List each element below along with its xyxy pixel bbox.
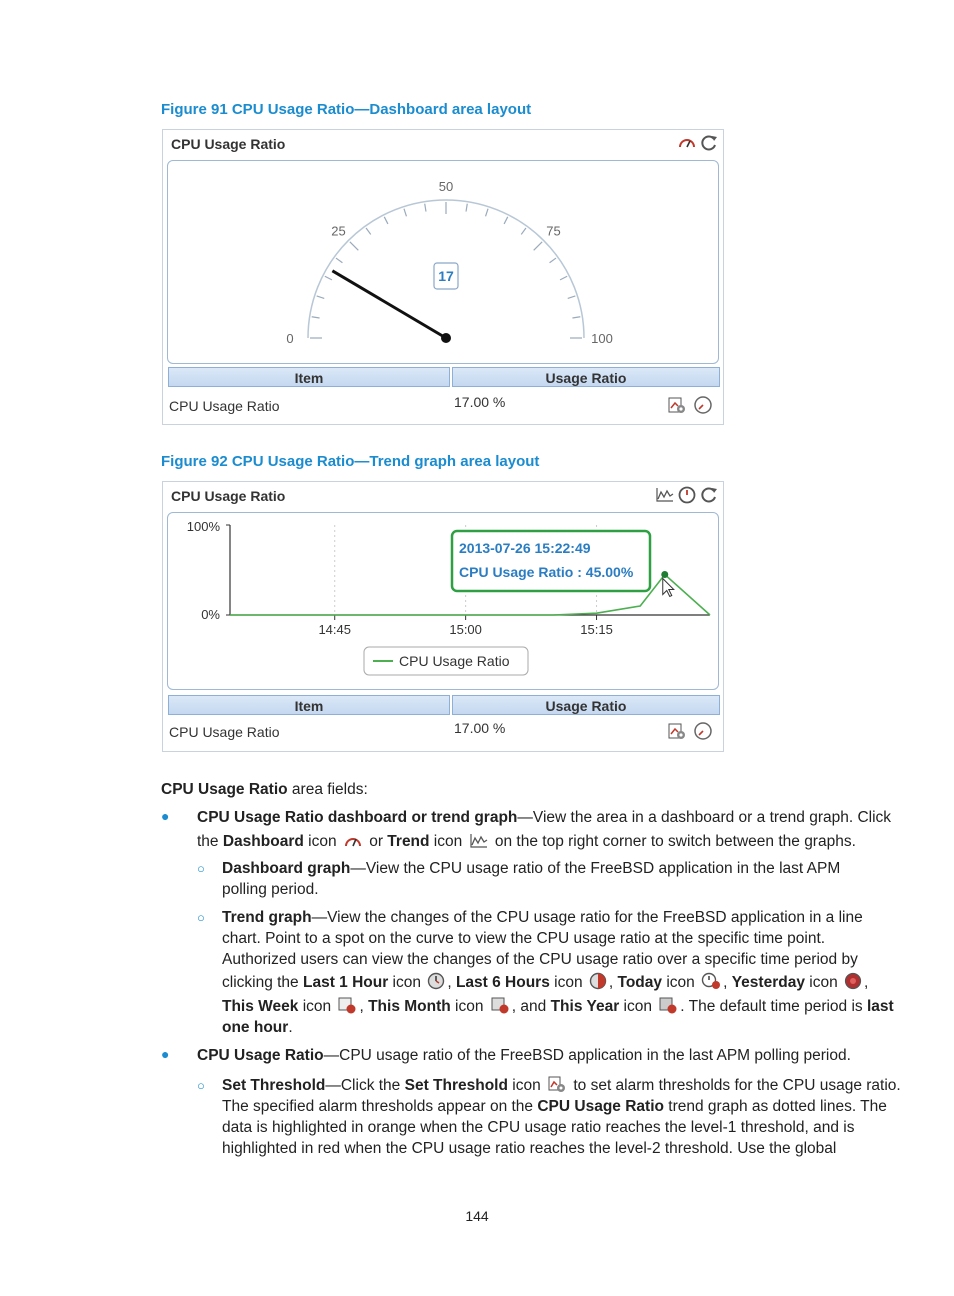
bullet-1-line-1: CPU Usage Ratio dashboard or trend graph—View the area in a dashboard or a trend graph. Click <box>197 809 892 826</box>
x-tick-label: 15:00 <box>449 622 482 637</box>
gauge-tick <box>317 296 325 298</box>
x-tick-label: 14:45 <box>318 622 352 637</box>
gauge-tick <box>425 204 426 212</box>
sub-3-line-3: data is highlighted in orange when the CPU usage ratio reaches the level-1 threshold, and is <box>222 1119 855 1136</box>
gauge-tick-label: 25 <box>331 223 346 239</box>
gauge-tick <box>550 258 556 263</box>
trend-icon <box>469 833 489 849</box>
sub-3-line-2: The specified alarm thresholds appear on the CPU Usage Ratio trend graph as dotted lines. The <box>222 1098 887 1115</box>
row-ratio: 17.00 % <box>454 394 506 410</box>
row-actions <box>667 721 713 746</box>
set-threshold-icon[interactable] <box>667 395 687 420</box>
panel-toolbar <box>655 486 719 504</box>
gauge-value-label: 17 <box>438 268 454 284</box>
trend-icon[interactable] <box>655 486 675 504</box>
figure-92-caption: Figure 92 CPU Usage Ratio—Trend graph area layout <box>161 453 540 470</box>
row-actions <box>667 395 713 420</box>
gauge-tick <box>404 209 406 217</box>
trend-chart <box>168 513 718 689</box>
trend-panel <box>162 481 724 752</box>
tooltip-value: CPU Usage Ratio : 45.00% <box>459 564 634 580</box>
legend-label: CPU Usage Ratio <box>399 653 510 669</box>
column-header-usage-ratio: Usage Ratio <box>452 367 720 387</box>
last-6-hours-icon <box>589 972 607 990</box>
sub-2-line-1: Trend graph—View the changes of the CPU usage ratio for the FreeBSD application in a line <box>222 909 863 926</box>
set-threshold-icon[interactable] <box>667 721 687 746</box>
gauge-tick <box>336 258 342 263</box>
bullet-dot: ● <box>161 1046 170 1062</box>
gauge-tick-label: 75 <box>546 223 561 239</box>
gauge-tick <box>568 296 576 298</box>
row-item: CPU Usage Ratio <box>169 724 280 740</box>
sub-bullet: ○ <box>197 910 205 925</box>
sub-1-line-2: polling period. <box>222 881 319 898</box>
gauge-needle <box>332 271 446 338</box>
sub-bullet: ○ <box>197 861 205 876</box>
set-threshold-icon <box>547 1075 567 1093</box>
figure-91-caption: Figure 91 CPU Usage Ratio—Dashboard area layout <box>161 101 532 118</box>
gauge-tick <box>350 242 358 250</box>
sub-bullet: ○ <box>197 1078 205 1093</box>
sub-2-line-3: Authorized users can view the changes of the CPU usage ratio over a specific time period by <box>222 951 858 968</box>
yesterday-icon <box>844 972 862 990</box>
gauge-tick-label: 100 <box>591 331 613 346</box>
page-number: 144 <box>465 1208 489 1224</box>
time-period-icon[interactable] <box>677 486 697 504</box>
bullet-dot: ● <box>161 808 170 824</box>
trend-area <box>167 512 719 690</box>
dashboard-icon <box>343 833 363 849</box>
gauge-area <box>167 160 719 364</box>
y-tick-label: 100% <box>186 519 220 534</box>
row-ratio: 17.00 % <box>454 720 506 736</box>
gauge-chart <box>168 161 718 363</box>
column-header-item: Item <box>168 695 450 715</box>
gauge-tick <box>486 209 488 217</box>
column-header-usage-ratio: Usage Ratio <box>452 695 720 715</box>
last-1-hour-icon <box>427 972 445 990</box>
sub-2-line-5: This Week icon , This Month icon , and This Year icon . The default time period is last <box>222 998 894 1015</box>
gauge-tick <box>384 217 388 224</box>
sub-3-line-1: Set Threshold—Click the Set Threshold icon to set alarm thresholds for the CPU usage ratio. <box>222 1077 901 1094</box>
this-month-icon <box>490 996 510 1014</box>
history-icon[interactable] <box>693 395 713 420</box>
sub-2-line-2: chart. Point to a spot on the curve to view the CPU usage ratio at the specific time point. <box>222 930 826 947</box>
hover-point <box>661 571 668 578</box>
panel-toolbar <box>677 134 719 152</box>
sub-2-line-4: clicking the Last 1 Hour icon , Last 6 Hours icon , Today icon , Yesterday icon , <box>222 974 869 991</box>
gauge-tick <box>534 242 542 250</box>
sub-3-line-4: highlighted in red when the CPU usage ratio reaches the level-2 threshold. Use the global <box>222 1140 837 1157</box>
dashboard-panel <box>162 129 724 425</box>
bullet-2-line-1: CPU Usage Ratio—CPU usage ratio of the FreeBSD application in the last APM polling period. <box>197 1047 851 1064</box>
gauge-tick <box>325 276 332 280</box>
x-tick-label: 15:15 <box>580 622 613 637</box>
refresh-icon[interactable] <box>699 486 719 504</box>
intro-line: CPU Usage Ratio area fields: <box>161 781 368 798</box>
gauge-tick <box>521 228 526 234</box>
sub-2-line-6: one hour. <box>222 1019 293 1036</box>
row-item: CPU Usage Ratio <box>169 398 280 414</box>
panel-title: CPU Usage Ratio <box>171 488 286 504</box>
sub-1-line-1: Dashboard graph—View the CPU usage ratio of the FreeBSD application in the last APM <box>222 860 841 877</box>
tooltip-time: 2013-07-26 15:22:49 <box>459 540 591 556</box>
bullet-1-line-2: the Dashboard icon or Trend icon on the top right corner to switch between the graphs. <box>197 833 856 850</box>
this-week-icon <box>337 996 357 1014</box>
gauge-tick <box>366 228 371 234</box>
gauge-hub <box>441 333 451 343</box>
this-year-icon <box>658 996 678 1014</box>
gauge-tick <box>560 276 567 280</box>
today-icon <box>701 972 721 990</box>
gauge-tick <box>572 317 580 318</box>
gauge-tick-label: 50 <box>438 179 454 194</box>
gauge-tick <box>504 217 508 224</box>
panel-title: CPU Usage Ratio <box>171 136 286 152</box>
gauge-tick <box>312 317 320 318</box>
gauge-tick <box>466 204 467 212</box>
gauge-tick-label: 0 <box>286 331 294 346</box>
y-tick-label: 0% <box>201 607 220 622</box>
history-icon[interactable] <box>693 721 713 746</box>
dashboard-icon[interactable] <box>677 134 697 152</box>
refresh-icon[interactable] <box>699 134 719 152</box>
column-header-item: Item <box>168 367 450 387</box>
